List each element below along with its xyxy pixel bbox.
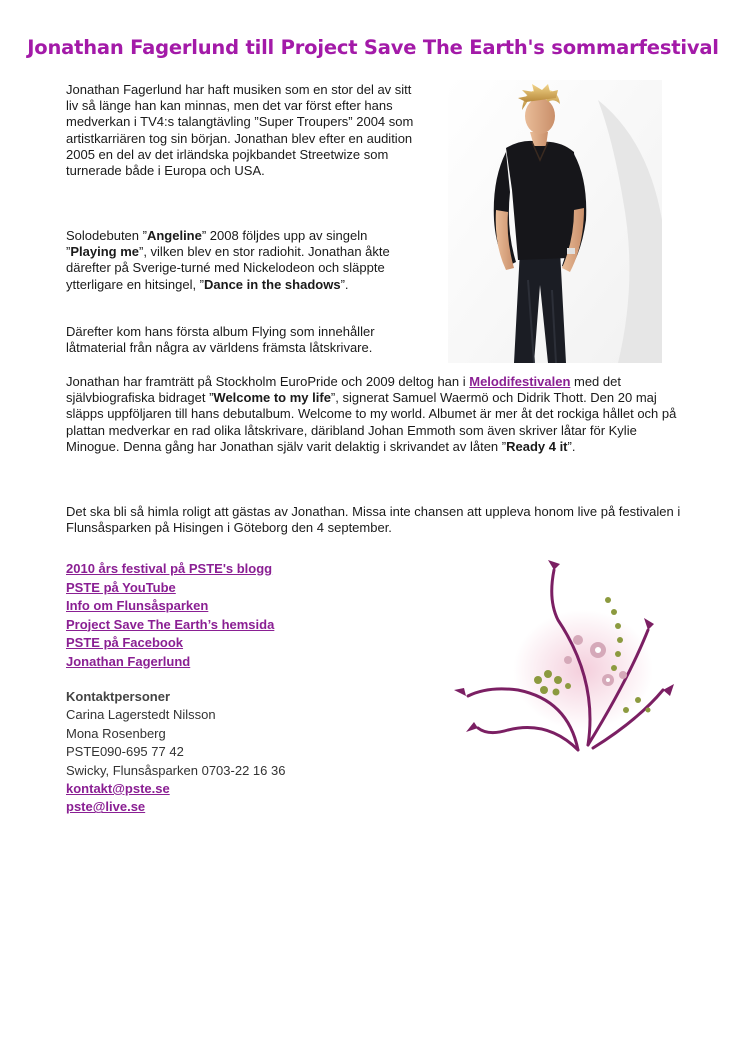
song-ready-4-it: Ready 4 it: [506, 438, 568, 454]
melodifestivalen-link[interactable]: Melodifestivalen: [469, 374, 571, 389]
contact-block: [66, 688, 285, 817]
link-pste-blog[interactable]: 2010 års festival på PSTE's blogg: [66, 561, 273, 576]
contact-line: Mona Rosenberg: [66, 725, 166, 741]
song-welcome-to-my-life: Welcome to my life: [213, 390, 331, 406]
contact-line: PSTE090-695 77 42: [66, 744, 184, 760]
link-pste-homepage[interactable]: Project Save The Earth’s hemsida: [66, 616, 275, 632]
single-angeline: Angeline: [146, 228, 202, 243]
contact-heading: Kontaktpersoner: [66, 689, 171, 704]
link-jonathan-fagerlund[interactable]: Jonathan Fagerlund: [66, 653, 191, 669]
decorative-flower-icon: [448, 560, 678, 770]
page-title: Jonathan Fagerlund till Project Save The Earth's sommarfestival: [27, 36, 719, 59]
contact-line: Carina Lagerstedt Nilsson: [66, 707, 216, 723]
artist-photo: [448, 80, 662, 363]
festival-paragraph: Det ska bli så himla roligt att gästas av Jonathan. Missa inte chansen att uppleva honom live på festivalen i Flunsåsparken på Hisingen i Göteborg den 4 september.: [66, 504, 681, 536]
contact-line: Swicky, Flunsåsparken 0703-22 16 36: [66, 762, 286, 778]
melodifestivalen-paragraph: Jonathan har framträtt på Stockholm EuroPride och 2009 deltog han i Melodifestivalen med det självbiografiska bidraget ”Welcome to my life”, signerat Samuel Waermö och Didrik Thott. Den 20 maj släpps uppföljaren till hans debutalbum. Welcome to my world. Albumet är mer åt det rockiga hållet och på plattan medverkar en rad olika låtskrivare, däribland Johan Emmoth som även skriver låtar för Kylie Minogue. Denna gång har Jonathan själv varit delaktig i skrivandet av låten ”Ready 4 it”.: [66, 374, 677, 454]
album-paragraph: Därefter kom hans första album Flying som innehåller låtmaterial från några av världens främsta låtskrivare.: [66, 324, 375, 356]
email-kontakt-link[interactable]: kontakt@pste.se: [66, 781, 170, 797]
single-dance-in-the-shadows: Dance in the shadows: [204, 276, 341, 292]
intro-paragraph: Jonathan Fagerlund har haft musiken som en stor del av sitt liv så länge han kan minnas, men det var först efter hans medverkan i TV4:s talangtävling ”Super Troupers” 2004 som artistkarriären tog sin början. Jonathan blev efter en audition 2005 en del av det irländska pojkbandet Streetwize som turnerade både i Europa och USA.: [66, 82, 414, 179]
link-list: [66, 560, 274, 671]
link-flunsasparken-info[interactable]: Info om Flunsåsparken: [66, 598, 209, 613]
single-playing-me: Playing me: [70, 244, 139, 260]
link-pste-youtube[interactable]: PSTE på YouTube: [66, 579, 176, 595]
email-pste-live-link[interactable]: pste@live.se: [66, 799, 146, 815]
link-pste-facebook[interactable]: PSTE på Facebook: [66, 635, 184, 650]
solo-debut-paragraph: Solodebuten ”Angeline” 2008 följdes upp av singeln ”Playing me”, vilken blev en stor radiohit. Jonathan åkte därefter på Sverige-turné med Nickelodeon och släppte ytterligare en hitsingel, ”Dance in the shadows”.: [66, 228, 390, 292]
